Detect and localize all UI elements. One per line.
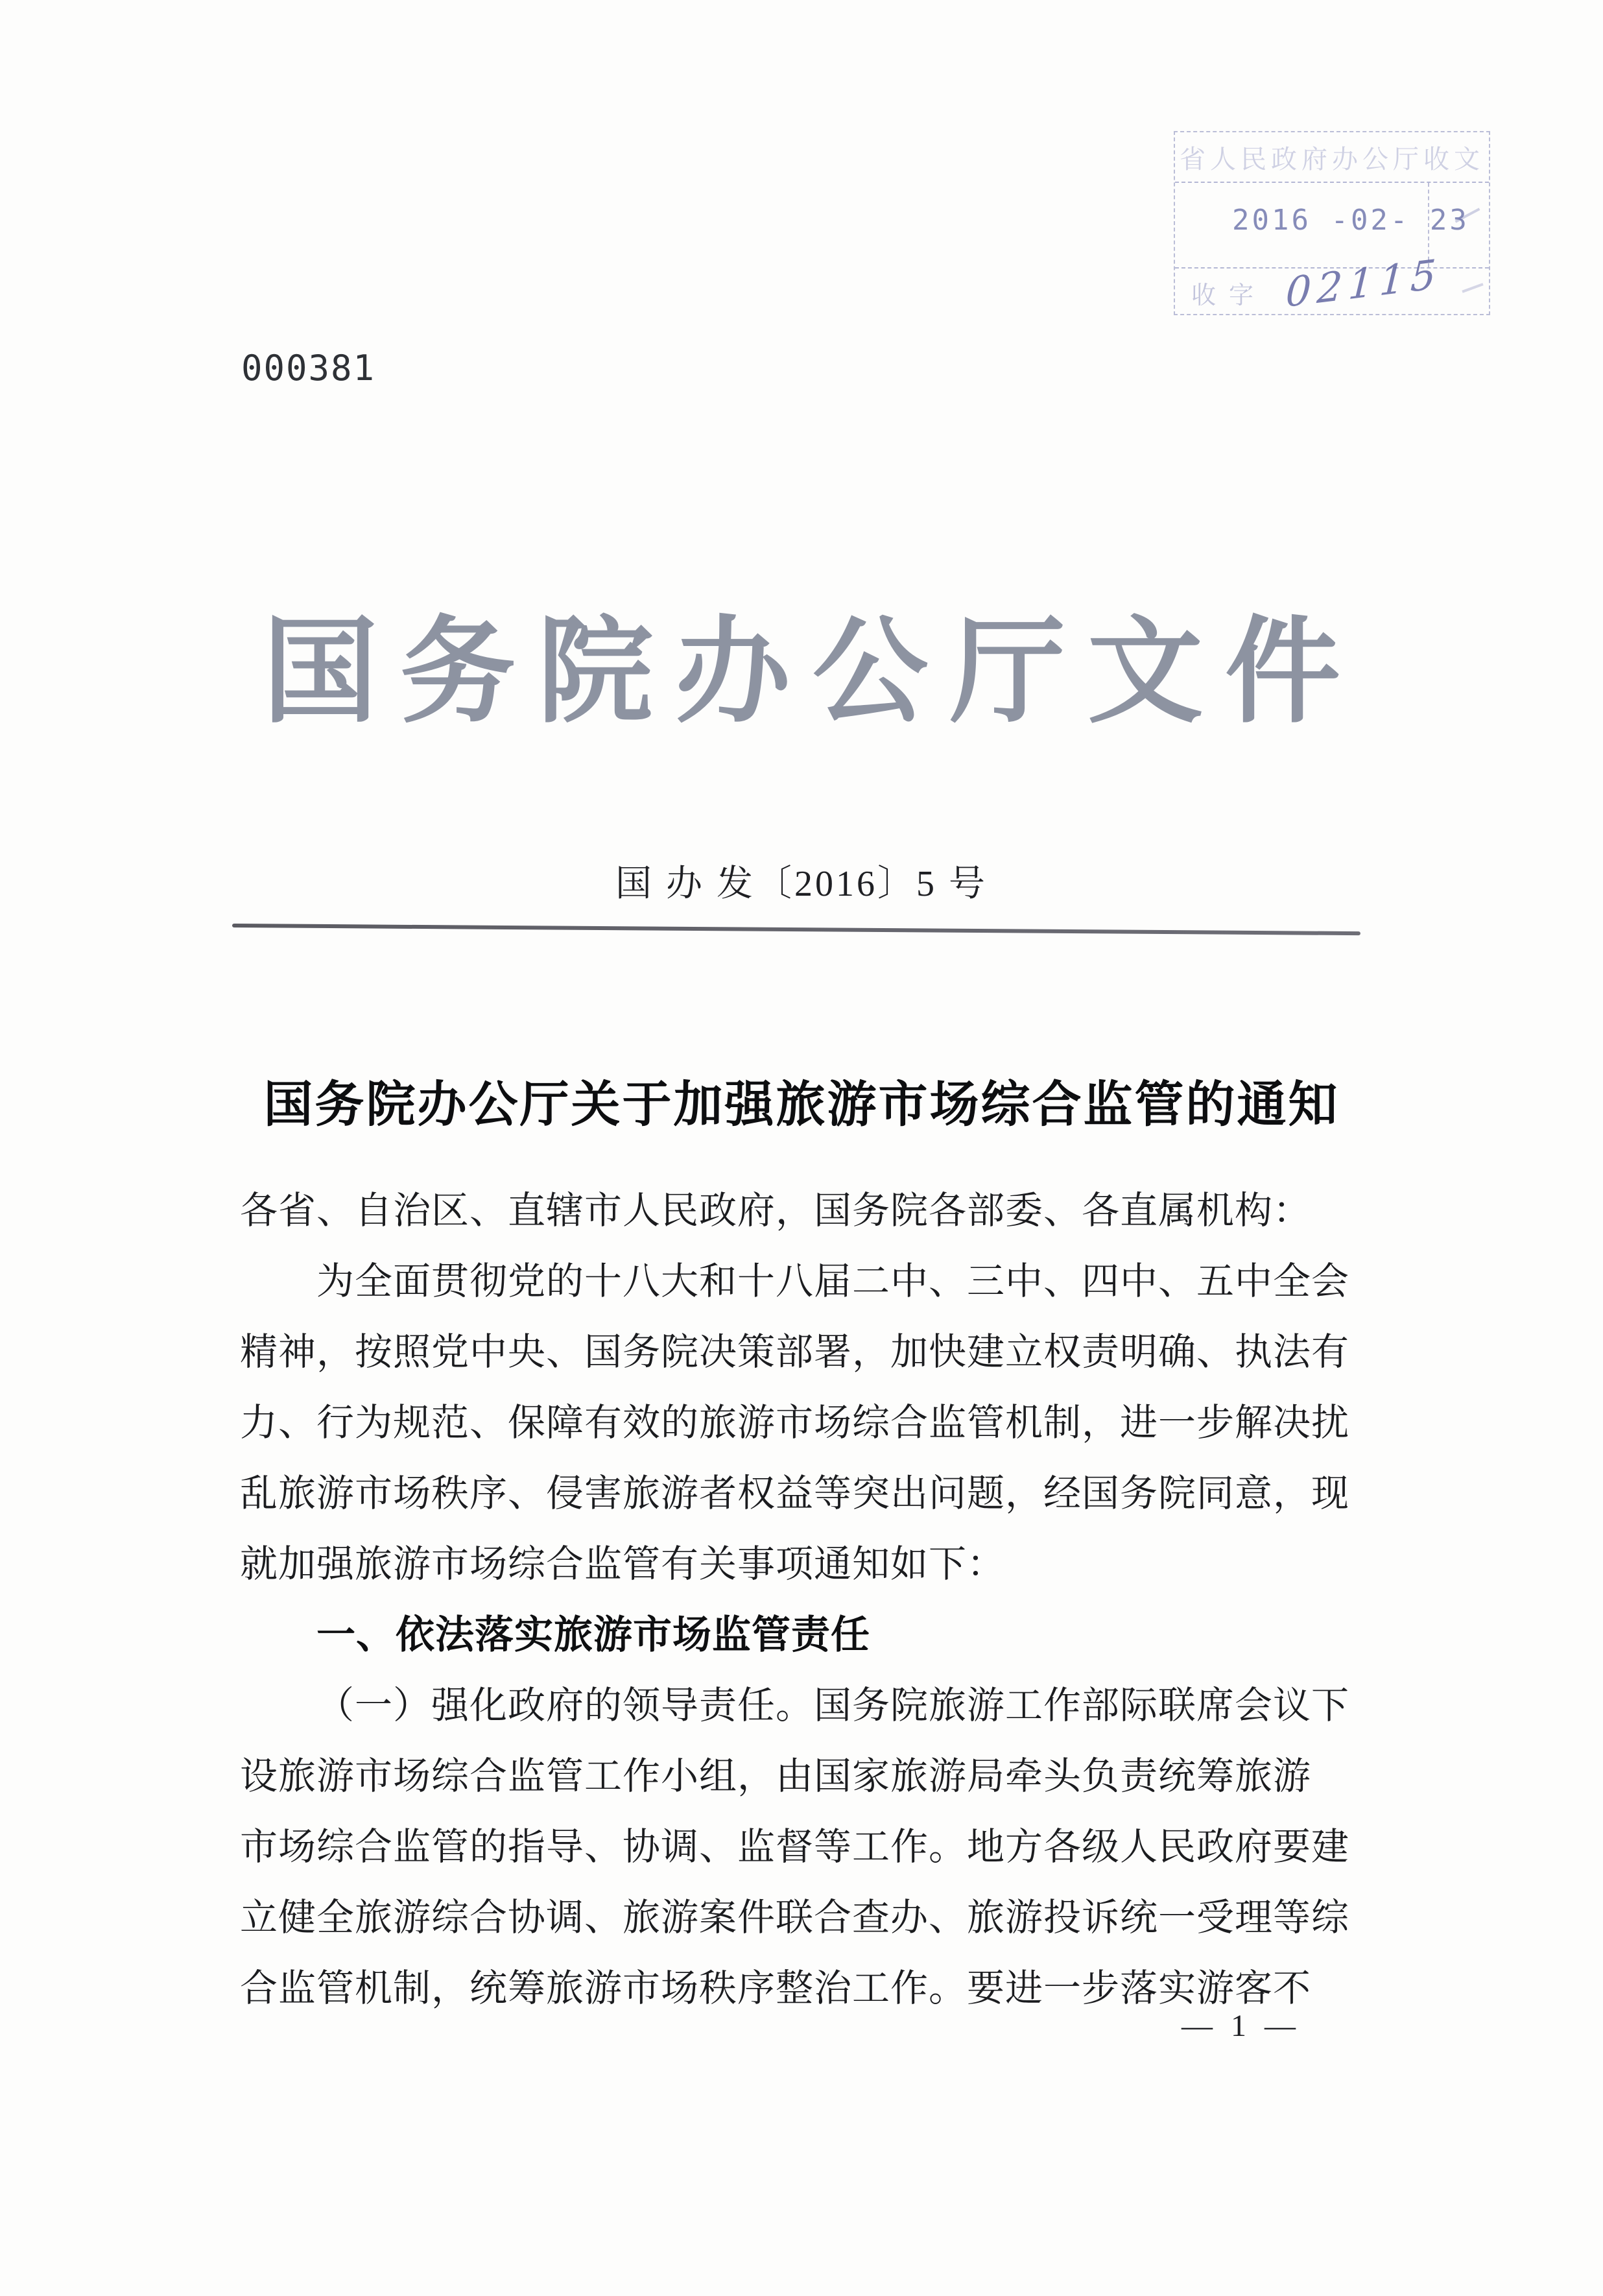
section-heading: 一、依法落实旅游市场监管责任 [316, 1613, 870, 1656]
letterhead-title: 国务院办公厅文件 [263, 608, 1362, 737]
body-line: 为全面贯彻党的十八大和十八届二中、三中、四中、五中全会 [316, 1260, 1350, 1302]
body-line: 力、行为规范、保障有效的旅游市场综合监管机制，进一步解决扰 [240, 1402, 1350, 1444]
body-line: 立健全旅游综合协调、旅游案件联合查办、旅游投诉统一受理等综 [240, 1896, 1350, 1939]
page-number: — 1 — [1181, 2009, 1296, 2043]
body-line: 乱旅游市场秩序、侵害旅游者权益等突出问题，经国务院同意，现 [240, 1472, 1350, 1514]
stamp-handwritten-number: 02115 [1284, 249, 1443, 317]
notice-title: 国务院办公厅关于加强旅游市场综合监管的通知 [263, 1077, 1340, 1132]
body-line: 设旅游市场综合监管工作小组，由国家旅游局牵头负责统筹旅游 [240, 1755, 1312, 1797]
serial-number: 000381 [241, 348, 376, 389]
stamp-label: 收字 [1191, 282, 1267, 309]
body-line: 市场综合监管的指导、协调、监督等工作。地方各级人民政府要建 [240, 1826, 1350, 1868]
body-line: 各省、自治区、直辖市人民政府，国务院各部委、各直属机构： [240, 1190, 1312, 1232]
illegible-mark [1462, 283, 1483, 293]
horizontal-rule [232, 924, 1360, 935]
document-number: 国 办 发〔2016〕5 号 [615, 864, 988, 904]
body-line: 精神，按照党中央、国务院决策部署，加快建立权责明确、执法有 [240, 1331, 1350, 1373]
receipt-stamp [1174, 131, 1490, 315]
stamp-header-text: 省人民政府办公厅收文 [1180, 144, 1484, 174]
notice-body [240, 1175, 1388, 2024]
stamp-date: 2016 -02- 23 [1232, 204, 1469, 237]
body-line: （一）强化政府的领导责任。国务院旅游工作部际联席会议下 [316, 1684, 1350, 1727]
stamp-number-row [1175, 249, 1489, 317]
stamp-header-row [1175, 132, 1489, 183]
body-line: 合监管机制，统筹旅游市场秩序整治工作。要进一步落实游客不 [240, 1967, 1312, 2009]
body-line: 就加强旅游市场综合监管有关事项通知如下： [240, 1543, 1006, 1585]
